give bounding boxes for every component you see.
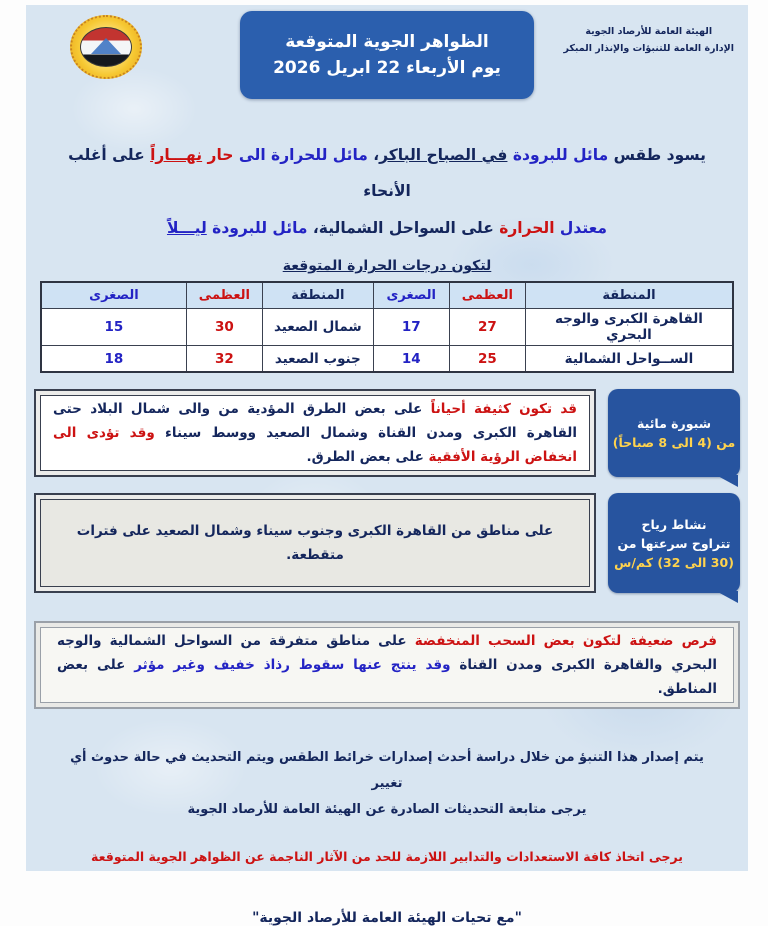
wind-tab-title: نشاط رياح <box>641 516 707 532</box>
bulletin-title: الظواهر الجوية المتوقعة <box>285 32 489 52</box>
wind-section <box>34 493 740 593</box>
text-segment: مائل للبرودة <box>507 146 609 164</box>
fog-section <box>34 389 740 477</box>
logo-sunburst-ring <box>70 15 142 79</box>
wind-tab <box>608 493 740 593</box>
fog-tab <box>608 389 740 477</box>
table-cell: 25 <box>449 345 525 372</box>
table-cell: جنوب الصعيد <box>262 345 373 372</box>
text-segment: على بعض المناطق. <box>57 657 717 698</box>
bulletin-date: يوم الأربعاء 22 ابريل 2026 <box>273 58 501 78</box>
text-segment: ليـــلاً <box>166 218 207 237</box>
table-cell: 15 <box>41 308 186 345</box>
table-header-cell: المنطقة <box>525 282 733 308</box>
clouds-box <box>34 621 740 709</box>
table-cell: القاهرة الكبرى والوجه البحري <box>525 308 733 345</box>
fog-tab-time: من (4 الى 8 صباحاً) <box>612 435 736 451</box>
table-body <box>41 308 733 372</box>
text-segment: حار <box>202 146 234 164</box>
text-segment: الحرارة <box>493 218 555 237</box>
text-segment: قد تكون كثيفة أحياناً <box>422 400 578 417</box>
table-header-cell: المنطقة <box>262 282 373 308</box>
table-cell: 32 <box>186 345 262 372</box>
fog-tab-title: شبورة مائية <box>637 416 711 432</box>
table-row <box>41 308 733 345</box>
organization-name <box>563 23 734 57</box>
issuance-note-line2: يرجى متابعة التحديثات الصادرة عن الهيئة العامة للأرصاد الجوية <box>187 802 587 818</box>
text-segment: معتدل <box>554 218 608 237</box>
fog-box <box>34 389 596 477</box>
wind-description: على مناطق من القاهرة الكبرى وجنوب سيناء وشمال الصعيد على فترات متقطعة. <box>76 522 554 564</box>
table-header-cell: الصغرى <box>373 282 449 308</box>
text-segment: على بعض الطرق المؤدية من والى شمال البلاد حتى القاهرة الكبرى ومدن القناة وشمال الصعيد ووسط سيناء <box>53 400 577 442</box>
table-title: لتكون درجات الحرارة المتوقعة <box>282 258 492 275</box>
weather-summary-paragraph <box>26 137 748 246</box>
table-cell: شمال الصعيد <box>262 308 373 345</box>
text-segment: يسود طقس <box>608 146 706 164</box>
issuance-note <box>26 745 748 823</box>
text-segment: على السواحل الشمالية، <box>307 218 494 237</box>
wind-box <box>34 493 596 593</box>
text-segment: في الصباح الباكر <box>379 146 508 164</box>
organization-line1: الهيئة العامة للأرصاد الجوية <box>585 26 713 37</box>
table-cell: 27 <box>449 308 525 345</box>
text-segment: على بعض الطرق. <box>306 449 424 466</box>
wind-tab-speed: (30 الى 32) كم/س <box>614 554 734 570</box>
organization-line2: الإدارة العامة للتنبؤات والإنذار المبكر <box>563 43 734 55</box>
text-segment: مائل للبرودة <box>206 218 308 237</box>
egypt-meteorological-authority-logo-icon <box>70 15 142 79</box>
table-cell: 17 <box>373 308 449 345</box>
text-segment: مائل للحرارة الى <box>233 146 368 164</box>
clouds-description <box>57 629 717 702</box>
fog-description <box>53 397 577 470</box>
text-segment: على أغلب الأنحاء <box>68 146 411 201</box>
table-cell: 30 <box>186 308 262 345</box>
table-header-cell: العظمى <box>186 282 262 308</box>
header <box>26 5 748 109</box>
text-segment: نهـــاراً <box>150 146 203 164</box>
bulletin-page <box>26 5 748 926</box>
table-header-row <box>41 282 733 308</box>
closing-greeting: "مع تحيات الهيئة العامة للأرصاد الجوية" <box>252 910 522 926</box>
text-segment: ، <box>367 146 380 164</box>
precaution-warning: يرجى اتخاذ كافة الاستعدادات والتدابير اللازمة للحد من الآثار الناجمة عن الظواهر الجوية المتوقعة <box>91 849 683 865</box>
logo-mountain-icon <box>91 38 121 54</box>
table-header-cell: العظمى <box>449 282 525 308</box>
text-segment: على مناطق متفرقة من السواحل الشمالية والوجه البحري والقاهرة الكبرى ومدن القناة <box>57 632 718 674</box>
issuance-note-line1: يتم إصدار هذا التنبؤ من خلال دراسة أحدث إصدارات خرائط الطقس ويتم التحديث في حالة حدوث أي تغيير <box>70 750 704 792</box>
text-segment: وقد ينتج عنها سقوط رذاذ خفيف وغير مؤثر <box>125 657 451 674</box>
table-row <box>41 345 733 372</box>
text-segment: فرص ضعيفة لتكون بعض السحب المنخفضة <box>406 632 717 649</box>
logo-flag-oval <box>80 27 132 67</box>
table-cell: الســواحل الشمالية <box>525 345 733 372</box>
title-box <box>240 11 534 99</box>
text-segment: وقد تؤدى الى انخفاض الرؤية الأفقية <box>53 425 577 466</box>
wind-tab-subtitle: تتراوح سرعتها من <box>617 535 731 551</box>
temperature-table <box>40 281 734 373</box>
table-header-cell: الصغرى <box>41 282 186 308</box>
table-cell: 18 <box>41 345 186 372</box>
table-cell: 14 <box>373 345 449 372</box>
clouds-section <box>34 621 740 709</box>
